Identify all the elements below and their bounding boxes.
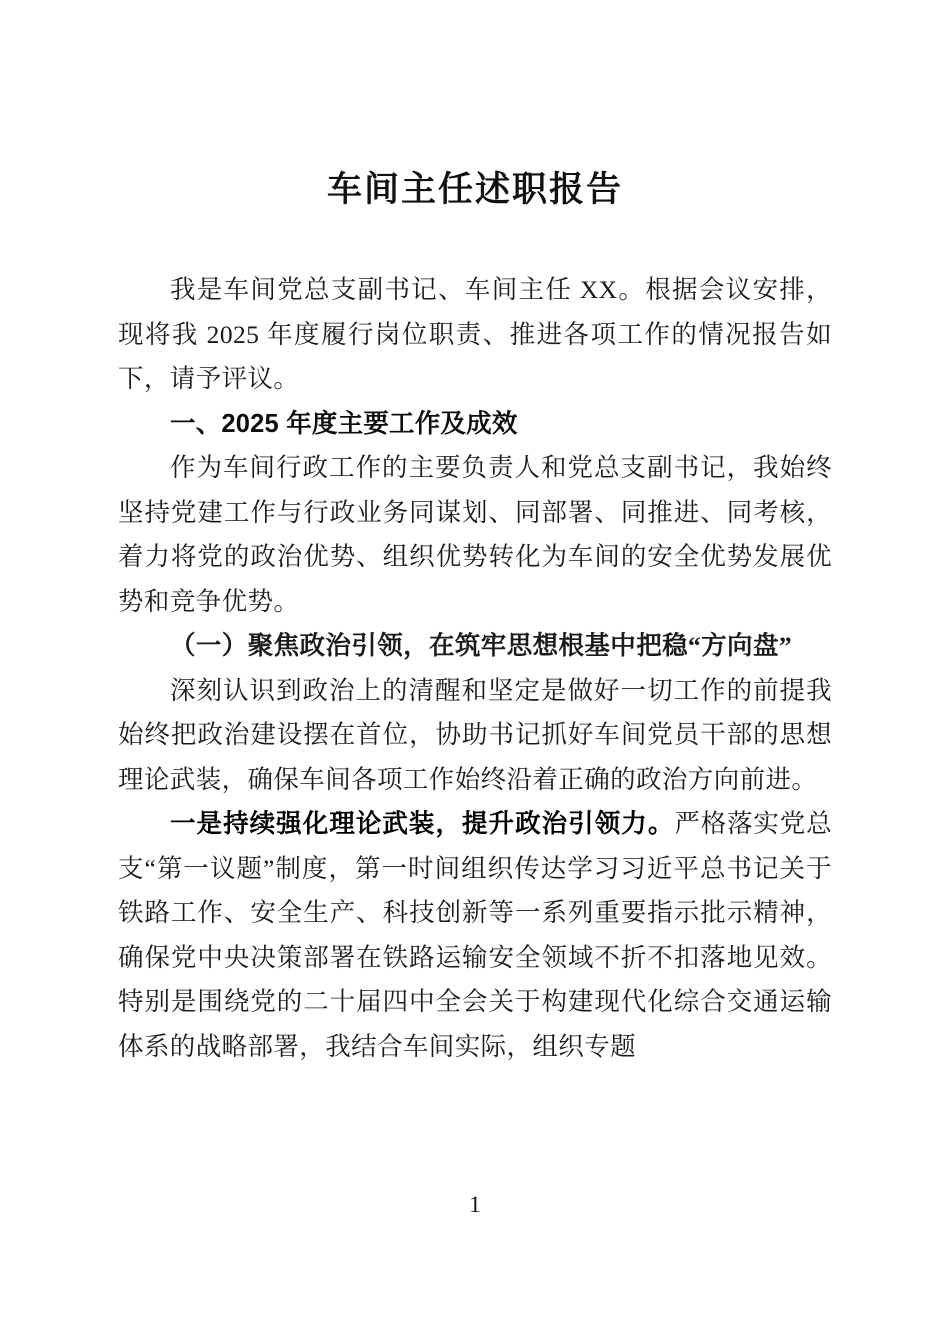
document-content	[118, 0, 832, 1069]
page-number: 1	[469, 1192, 481, 1217]
paragraph-subsection-one-body: 深刻认识到政治上的清醒和坚定是做好一切工作的前提我始终把政治建设摆在首位，协助书记抓好车间党员干部的思想理论武装，确保车间各项工作始终沿着正确的政治方向前进。	[118, 675, 832, 794]
paragraph-point-one-lead: 一是持续强化理论武装，提升政治引领力。	[170, 809, 675, 838]
paragraph-section-one-body: 作为车间行政工作的主要负责人和党总支副书记，我始终坚持党建工作与行政业务同谋划、同部署、同推进、同考核，着力将党的政治优势、组织优势转化为车间的安全优势发展优势和竞争优势。	[118, 453, 832, 616]
subsection-heading-one: （一）聚焦政治引领，在筑牢思想根基中把稳“方向盘”	[170, 631, 793, 660]
paragraph-point-one	[118, 802, 832, 1069]
paragraph-intro: 我是车间党总支副书记、车间主任 XX。根据会议安排，现将我 2025 年度履行岗位职责、推进各项工作的情况报告如下，请予评议。	[118, 275, 832, 393]
page-title: 车间主任述职报告	[326, 170, 623, 209]
section-heading-one: 一、2025 年度主要工作及成效	[170, 409, 518, 438]
paragraph-point-one-text: 严格落实党总支“第一议题”制度，第一时间组织传达学习习近平总书记关于铁路工作、安全生产、科技创新等一系列重要指示批示精神，确保党中央决策部署在铁路运输安全领域不折不扣落地见效。特别是围绕党的二十届四中全会关于构建现代化综合交通运输体系的战略部署，我结合车间实际，组织专题	[118, 809, 833, 1061]
